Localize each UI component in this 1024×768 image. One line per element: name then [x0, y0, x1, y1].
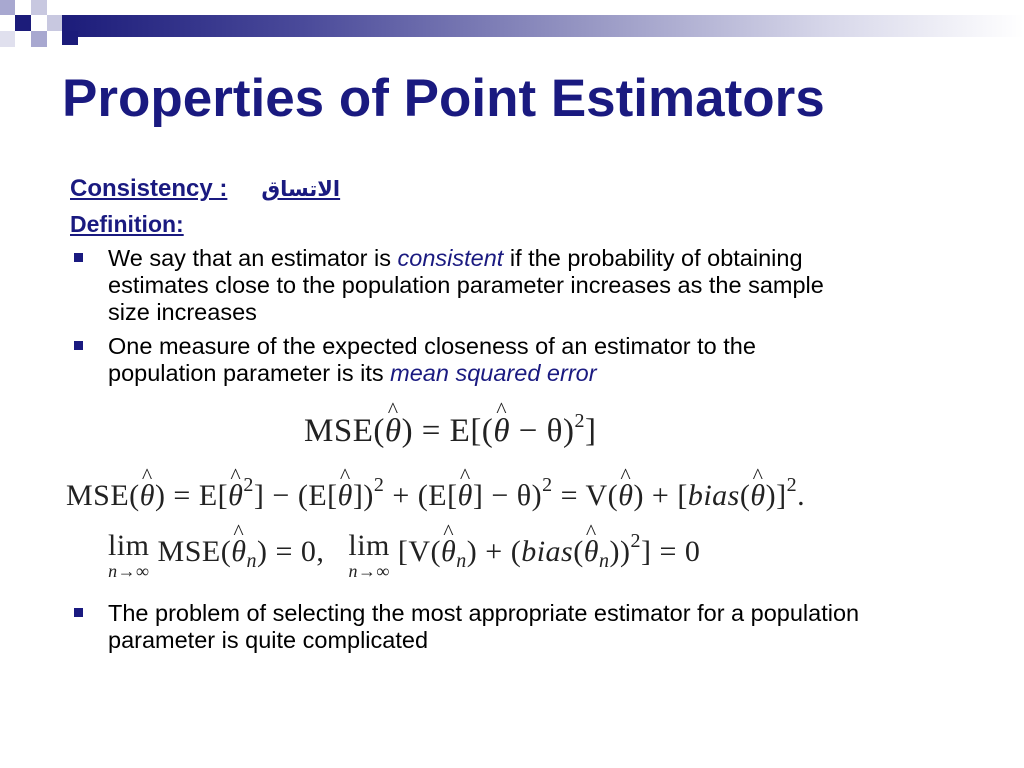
- bullet-list: [70, 245, 870, 387]
- list-item: [70, 245, 870, 326]
- heading-arabic: الاتساق: [261, 177, 341, 201]
- decor-square: [31, 0, 47, 15]
- term-mse: mean squared error: [390, 360, 597, 386]
- bullet-text: [108, 245, 870, 326]
- section-heading: [70, 175, 340, 203]
- bullet-square-icon: [70, 333, 108, 387]
- mse-decomposition-formula: MSE(^ θ) = E[^ $\theta^2$] − (E[^ θ])$^2$ + (E[^ θ] − θ)$^2$ = V(^ θ) + [bias(^ θ)]$^2$.: [66, 474, 805, 513]
- header-gradient-bar: [62, 15, 1024, 37]
- decor-square: [15, 15, 31, 31]
- list-item: [70, 333, 870, 387]
- bullet-text-part: We say that an estimator is: [108, 245, 398, 271]
- bullet-list-final: [70, 600, 870, 654]
- header-decoration: [0, 0, 1024, 48]
- consistency-limit-formula: lim n→∞ MSE(^ $\theta_n) = 0$, lim n→∞ [V(^ $\theta_n$) + (bias(^ $\theta_n))^2] = 0$: [108, 530, 700, 580]
- bullet-text: The problem of selecting the most appropriate estimator for a population parameter is quite complicated: [108, 600, 860, 653]
- decor-square: [62, 31, 78, 45]
- bullet-square-icon: [70, 600, 108, 654]
- heading-label: Consistency :: [70, 175, 228, 202]
- decor-square: [31, 31, 47, 47]
- bullet-text-part: One measure of the expected closeness of an estimator to the population parameter is its: [108, 333, 756, 386]
- decor-square: [0, 31, 15, 47]
- decor-square: [0, 0, 15, 15]
- bullet-text: [108, 333, 870, 387]
- decor-square: [47, 15, 62, 31]
- definition-heading: Definition:: [70, 211, 184, 237]
- bullet-text-part: if the probability of obtaining estimates close to the population parameter increases as the sample size increases: [108, 245, 824, 325]
- mse-definition-formula: MSE(^ θ) = E[(^ θ − θ)$^2$]: [304, 410, 596, 450]
- term-consistent: consistent: [397, 245, 504, 271]
- list-item: [70, 600, 870, 654]
- slide-title: Properties of Point Estimators: [62, 69, 825, 128]
- bullet-square-icon: [70, 245, 108, 326]
